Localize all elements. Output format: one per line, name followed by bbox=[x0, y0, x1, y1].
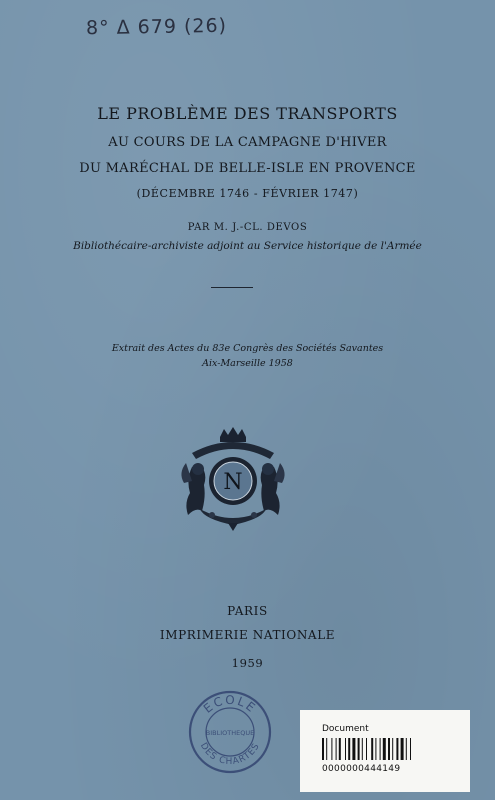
divider-rule bbox=[211, 287, 253, 288]
barcode-bar bbox=[326, 738, 327, 760]
barcode-bar bbox=[380, 738, 381, 760]
barcode-bar bbox=[348, 738, 350, 760]
imprint-city: PARIS bbox=[227, 604, 268, 618]
barcode-label bbox=[300, 710, 470, 792]
barcode-bar bbox=[352, 738, 355, 760]
author-role: Bibliothécaire-archiviste adjoint au Service historique de l'Armée bbox=[73, 240, 422, 252]
barcode-bar bbox=[388, 738, 390, 760]
svg-text:ECOLE bbox=[201, 693, 259, 716]
extract-place-year: Aix-Marseille 1958 bbox=[202, 358, 293, 369]
handwritten-shelfmark: 8° Δ 679 (26) bbox=[85, 14, 228, 40]
barcode-bar bbox=[345, 738, 346, 760]
barcode-bar bbox=[410, 738, 411, 760]
extract-source: Extrait des Actes du 83e Congrès des Sociétés Savantes bbox=[111, 343, 384, 354]
title-dates: (DÉCEMBRE 1746 - FÉVRIER 1747) bbox=[136, 187, 359, 200]
stamp-top-text: ECOLE bbox=[200, 692, 260, 716]
imperial-emblem-icon bbox=[178, 423, 288, 533]
barcode-bar bbox=[322, 738, 324, 760]
author-name: PAR M. J.-CL. DEVOS bbox=[187, 222, 308, 233]
barcode-bar bbox=[383, 738, 386, 760]
library-stamp-icon bbox=[186, 688, 274, 776]
title-line-2: AU COURS DE LA CAMPAGNE D'HIVER bbox=[108, 135, 387, 150]
barcode-bar bbox=[401, 738, 404, 760]
barcode-bar bbox=[366, 738, 367, 760]
title-line-1: LE PROBLÈME DES TRANSPORTS bbox=[97, 104, 398, 123]
barcode-bar bbox=[336, 738, 337, 760]
barcode-bar bbox=[339, 738, 341, 760]
svg-text:DES CHARTES bbox=[198, 741, 262, 767]
barcode-bar bbox=[331, 738, 332, 760]
emblem-letter: N bbox=[223, 470, 243, 495]
barcode-bar bbox=[392, 738, 393, 760]
barcode-bar bbox=[371, 738, 373, 760]
title-line-3: DU MARÉCHAL DE BELLE-ISLE EN PROVENCE bbox=[79, 161, 416, 176]
stamp-middle-text: BIBLIOTHEQUE bbox=[205, 729, 255, 737]
label-number: 0000000444149 bbox=[322, 764, 401, 774]
imprint-printer: IMPRIMERIE NATIONALE bbox=[159, 628, 336, 642]
barcode-icon bbox=[322, 738, 438, 760]
barcode-bar bbox=[362, 738, 363, 760]
label-title: Document bbox=[322, 724, 369, 734]
stamp-bottom-text: DES CHARTES bbox=[197, 741, 263, 768]
barcode-bar bbox=[396, 738, 398, 760]
barcode-bar bbox=[358, 738, 360, 760]
barcode-bar bbox=[406, 738, 407, 760]
barcode-bar bbox=[375, 738, 376, 760]
imprint-year: 1959 bbox=[231, 656, 264, 670]
